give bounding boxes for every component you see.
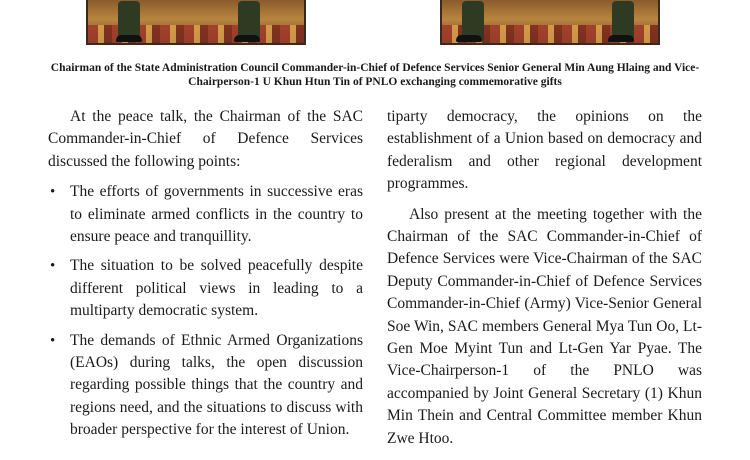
discussion-points-list bbox=[48, 181, 363, 441]
photo-shoe bbox=[456, 35, 482, 42]
photo-caption: Chairman of the State Administration Council Commander-in-Chief of Defence Services Senior General Min Aung Hlaing and Vice-Chairperson-1 U Khun Htun Tin of PNLO exchanging commemorative gifts bbox=[50, 62, 700, 88]
attendees-paragraph: Also present at the meeting together with the Chairman of the SAC Commander-in-Chief of Defence Services were Vice-Chairman of the SAC Deputy Commander-in-Chief of Defence Services Commander-in-Chief (Army) Vice-Senior General Soe Win, SAC members General Mya Tun Oo, Lt-Gen Moe Myint Tun and Lt-Gen Yar Pyae. The Vice-Chairperson-1 of the PNLO was accompanied by Joint General Secretary (1) Khun Min Thein and Central Committee member Khun Zwe Htoo. bbox=[387, 205, 702, 447]
list-item bbox=[48, 330, 363, 442]
right-column bbox=[387, 106, 702, 450]
list-item bbox=[48, 255, 363, 322]
bullet-icon: • bbox=[50, 258, 56, 275]
photo-shoe bbox=[116, 35, 142, 42]
left-column bbox=[48, 106, 363, 449]
bullet-icon: • bbox=[50, 184, 56, 201]
list-item bbox=[48, 181, 363, 248]
list-item-text: The efforts of governments in successive eras to eliminate armed conflicts in the country to ensure peace and tranquillity. bbox=[70, 183, 363, 246]
photo-shoe bbox=[234, 35, 260, 42]
photo-shoe bbox=[608, 35, 634, 42]
list-item-text: The situation to be solved peacefully despite different political views in leading to a multiparty democratic system. bbox=[70, 257, 363, 320]
bullet-icon: • bbox=[50, 332, 56, 349]
continuation-paragraph: tiparty democracy, the opinions on the establishment of a Union based on democracy and federalism and other regional development programmes. bbox=[387, 108, 702, 193]
photo-right bbox=[440, 0, 660, 45]
intro-paragraph: At the peace talk, the Chairman of the SAC Commander-in-Chief of Defence Services discussed the following points: bbox=[48, 108, 363, 170]
list-item-text: The demands of Ethnic Armed Organizations (EAOs) during talks, the open discussion regarding possible things that the country and regions need, and the situations to discuss with broader perspective for the interest of Union. bbox=[70, 331, 363, 439]
photo-left bbox=[86, 0, 306, 45]
